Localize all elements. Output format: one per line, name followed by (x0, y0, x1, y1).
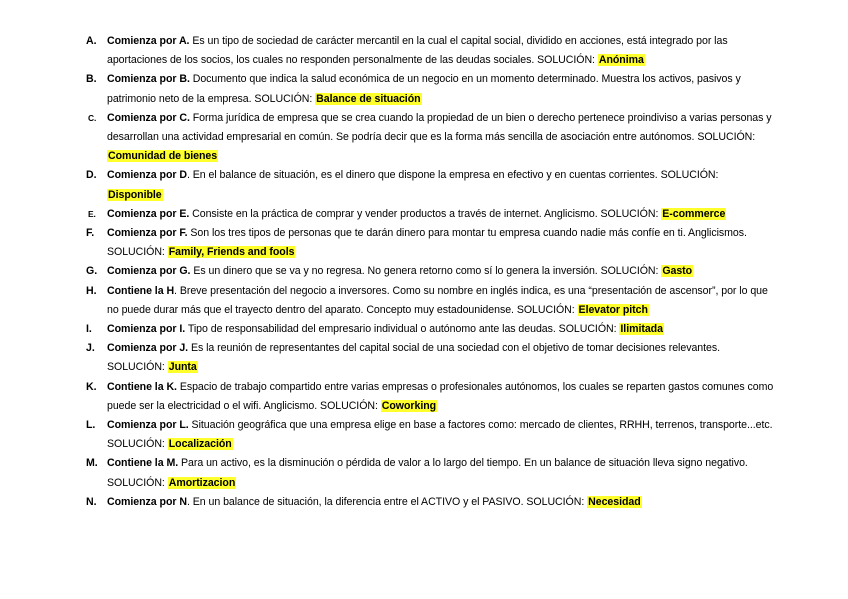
list-item (0, 378, 848, 416)
item-solution: Junta (168, 361, 197, 374)
item-marker: L. (86, 419, 96, 432)
definition-list (0, 32, 848, 512)
item-marker: C. (88, 112, 97, 123)
item-marker: H. (86, 284, 97, 297)
item-text: Forma jurídica de empresa que se crea cuando la propiedad de un bien o derecho pertenece proindiviso a varias personas y desarrollan una actividad empresarial en común. Se podría decir que es la forma más sencilla de asociación entre autónomos. SOLUCIÓN: (107, 111, 772, 144)
item-solution: Anónima (598, 54, 644, 67)
item-solution: Elevator pitch (578, 303, 648, 316)
list-item (0, 493, 848, 512)
item-lead: Comienza por E. (107, 207, 190, 220)
item-solution: Coworking (381, 399, 437, 412)
item-lead: Comienza por N (107, 495, 187, 508)
item-solution: E-commerce (662, 207, 726, 220)
item-text: . En un balance de situación, la diferencia entre el ACTIVO y el PASIVO. SOLUCIÓN: (186, 495, 588, 508)
item-marker: M. (86, 457, 98, 470)
item-solution: Disponible (108, 188, 162, 201)
item-text: Documento que indica la salud económica de un negocio en un momento determinado. Muestra los activos, pasivos y patrimonio neto de la empresa. SOLUCIÓN: (107, 73, 741, 105)
list-item (0, 282, 848, 320)
item-marker: G. (86, 265, 98, 278)
item-text: Es la reunión de representantes del capital social de una sociedad con el objetivo de tomar decisiones relevantes. SOLUCIÓN: (107, 342, 720, 374)
list-item (0, 416, 848, 454)
item-lead: Contiene la M. (107, 457, 179, 470)
item-text: Es un dinero que se va y no regresa. No genera retorno como sí lo genera la inversión. SOLUCIÓN: (190, 265, 662, 278)
item-solution: Comunidad de bienes (108, 150, 218, 163)
item-marker: F. (86, 227, 95, 240)
list-item (0, 32, 848, 70)
item-text: Es un tipo de sociedad de carácter mercantil en la cual el capital social, dividido en acciones, está integrado por las aportaciones de los socios, los cuales no responden personalmente de las deudas sociales. SOLUCIÓN: (107, 35, 728, 67)
item-text: Para un activo, es la disminución o pérdida de valor a lo largo del tiempo. En un balance de situación lleva signo negativo. SOLUCIÓN: (107, 457, 748, 489)
item-text: Son los tres tipos de personas que te darán dinero para montar tu empresa cuando nadie más confíe en ti. Anglicismos. SOLUCIÓN: (107, 227, 747, 259)
item-lead: Comienza por I. (107, 323, 186, 336)
item-solution: Ilimitada (620, 323, 663, 336)
item-text: . En el balance de situación, es el dinero que dispone la empresa en efectivo y en cuentas corrientes. SOLUCIÓN: (186, 169, 719, 182)
list-item (0, 205, 848, 224)
item-lead: Comienza por J. (107, 342, 189, 355)
item-marker: K. (86, 380, 97, 393)
item-marker: I. (86, 323, 92, 336)
item-solution: Family, Friends and fools (168, 246, 295, 259)
list-item (0, 70, 848, 108)
item-text: Consiste en la práctica de comprar y vender productos a través de internet. Anglicismo. SOLUCIÓN: (189, 207, 662, 220)
item-lead: Comienza por F. (107, 227, 188, 240)
list-item (0, 339, 848, 377)
item-solution: Gasto (662, 265, 693, 278)
item-marker: B. (86, 73, 97, 86)
item-text: Espacio de trabajo compartido entre varias empresas o profesionales autónomos, los cuales se reparten gastos comunes como puede ser la electricidad o el wifi. Anglicismo. SOLUCIÓN: (107, 380, 774, 412)
item-lead: Comienza por D (107, 169, 187, 182)
list-item (0, 454, 848, 492)
item-lead: Contiene la K. (107, 380, 177, 393)
list-item (0, 166, 848, 204)
item-marker: N. (86, 495, 97, 508)
item-solution: Amortizacion (168, 476, 236, 489)
item-solution: Balance de situación (316, 92, 421, 105)
item-lead: Comienza por C. (107, 111, 190, 124)
item-lead: Contiene la H (107, 284, 175, 297)
item-lead: Comienza por G. (107, 265, 191, 278)
item-marker: A. (86, 35, 97, 47)
item-solution: Necesidad (588, 495, 641, 508)
item-marker: J. (86, 342, 95, 355)
item-marker: E. (88, 208, 96, 219)
item-solution: Localización (168, 438, 232, 451)
item-marker: D. (86, 169, 97, 182)
item-text: Tipo de responsabilidad del empresario individual o autónomo ante las deudas. SOLUCIÓN: (185, 323, 620, 336)
item-lead: Comienza por B. (107, 73, 190, 86)
item-text: . Breve presentación del negocio a inversores. Como su nombre en inglés indica, es una “presentación de ascensor”, por lo que no puede durar más que el trayecto dentro del aparato. Concepto muy estadounidense. SOLUCIÓN: (107, 284, 768, 316)
item-lead: Comienza por A. (107, 35, 190, 47)
list-item (0, 109, 848, 167)
list-item (0, 224, 848, 262)
list-item (0, 320, 848, 339)
item-text: Situación geográfica que una empresa elige en base a factores como: mercado de clientes, RRHH, terrenos, transporte...etc. SOLUCIÓN: (107, 419, 773, 451)
list-item (0, 262, 848, 281)
item-lead: Comienza por L. (107, 419, 189, 432)
